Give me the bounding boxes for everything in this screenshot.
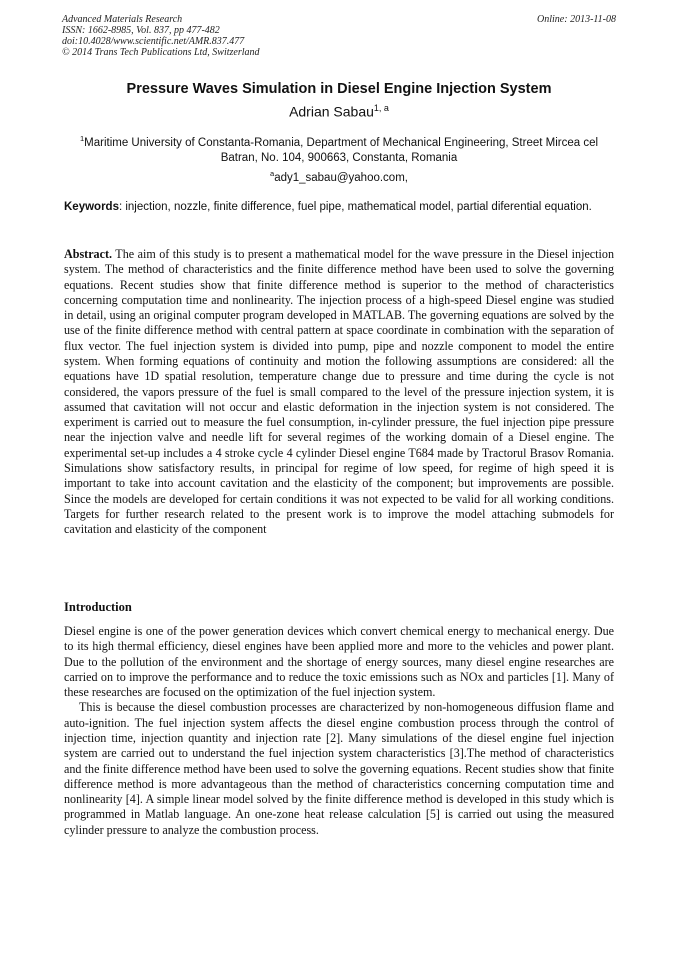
doi-line: doi:10.4028/www.scientific.net/AMR.837.477	[62, 36, 245, 47]
affiliation-text: Maritime University of Constanta-Romania, Department of Mechanical Engineering, Street Mircea cel Batran, No. 104, 900663, Constanta, Romania	[84, 136, 599, 164]
author-line	[0, 103, 678, 120]
author-superscript: 1, a	[373, 103, 389, 113]
journal-header	[62, 14, 616, 58]
abstract-block	[64, 247, 614, 537]
intro-paragraph-2: This is because the diesel combustion processes are characterized by non-homogeneous diffusion flame and auto-ignition. The fuel injection system affects the diesel engine combustion process through the control of injection time, injection quantity and injection rate [2]. Many simulations of the diesel engine fuel injection system are carried out to understand the fuel injection system characteristics [3].The method of characteristics and the finite difference method have been used to solve the governing equations. Recent studies show that finite difference method is more advantageous than the method of characteristics concerning computation time and nonlinearity [4]. A simple linear model solved by the finite difference method is developed in this study which is programmed in Matlab language. An one-zone heat release calculation [5] is carried out using the measured cylinder pressure to analyze the combustion process.	[64, 700, 614, 837]
keywords-block	[64, 200, 614, 216]
affiliation-superscript: 1	[79, 134, 85, 143]
abstract-text: The aim of this study is to present a mathematical model for the wave pressure in the Diesel injection system. The method of characteristics and the finite difference method have been used to solve the governing equations. Recent studies show that finite difference method is superior to the method of characteristics concerning computation time and nonlinearity. The injection process of a high-speed Diesel engine was studied in detail, using an original computer program developed in MATLAB. The governing equations are solved by the use of the finite difference method with central pattern at space coordinate in combination with the separation of flux vector. The fuel injection system is divided into pump, pipe and nozzle component to model the entire system. When forming equations of continuity and motion the following assumptions are considered: all the equations have 1D spatial resolution, temperature change due to pressure and time during the cycle is not considered, the vapors pressure of the fuel is small compared to the level of the pressure injection system, it is assumed that cavitation will not occur and elastic deformation in the injection system is not considered. The experiment is carried out to measure the fuel consumption, in-cylinder pressure, the fuel injection pipe pressure near the injection valve and needle lift for several regimes of the working domain of a Diesel engine. The experimental set-up includes a 4 stroke cycle 4 cylinder Diesel engine T684 made by Tractorul Brasov Romania. Simulations show satisfactory results, in principal for regime of low speed, for regime of high speed it is important to take into account cavitation and the elasticity of the component; but improvements are possible. Since the models are developed for certain conditions it was not expected to be valid for all working conditions. Targets for further research related to the present work is to improve the model attaching submodels for cavitation and elasticity of the component	[64, 247, 614, 537]
intro-paragraph-1: Diesel engine is one of the power generation devices which convert chemical energy to mechanical energy. Due to its high thermal efficiency, diesel engines have been applied more and more to the vehicles and power plant. Due to the pollution of the environment and the shortage of energy sources, many diesel engine researches are carried on to improve the performance and to reduce the toxic emissions such as NOx and particles [1]. Many of these researches are focused on the optimization of the fuel injection system.	[64, 624, 614, 700]
issn-line: ISSN: 1662-8985, Vol. 837, pp 477-482	[62, 25, 220, 36]
copyright-line: © 2014 Trans Tech Publications Ltd, Switzerland	[62, 47, 260, 58]
author-name: Adrian Sabau	[289, 103, 374, 120]
keywords-text: : injection, nozzle, finite difference, fuel pipe, mathematical model, partial diferential equation.	[118, 201, 592, 213]
paper-title: Pressure Waves Simulation in Diesel Engine Injection System	[126, 81, 552, 97]
journal-name: Advanced Materials Research	[62, 14, 183, 25]
author-email: ady1_sabau@yahoo.com,	[274, 171, 408, 184]
abstract-label: Abstract.	[64, 247, 113, 261]
introduction-body	[64, 624, 614, 838]
email-superscript: a	[270, 169, 275, 178]
section-heading-introduction: Introduction	[64, 600, 132, 614]
email-line	[0, 169, 678, 184]
online-date: Online: 2013-11-08	[537, 14, 616, 25]
keywords-label: Keywords	[64, 201, 119, 213]
affiliation	[64, 131, 614, 166]
